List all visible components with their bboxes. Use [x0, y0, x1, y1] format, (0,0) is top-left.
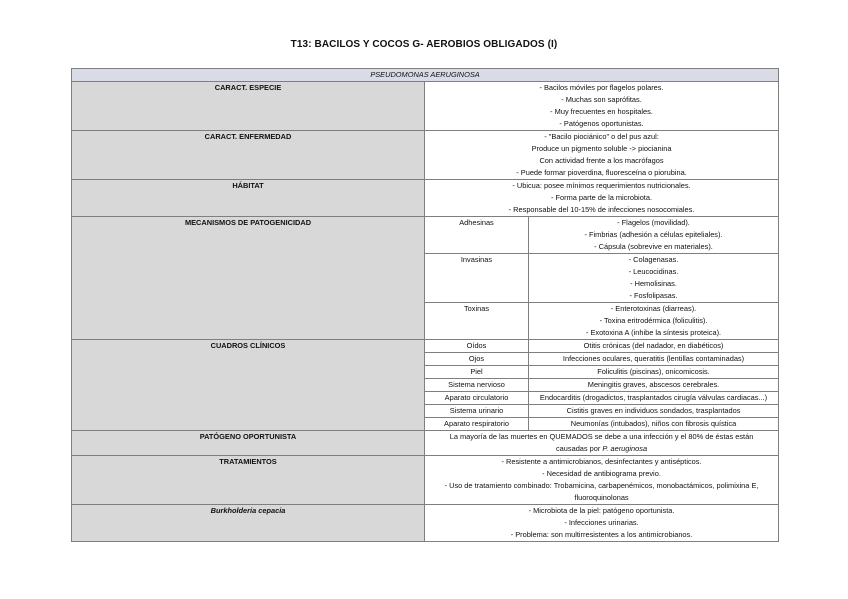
clinical-organ: Aparato circulatorio: [425, 392, 529, 405]
list-item: - "Bacilo piociánico" o del pus azul:: [544, 132, 659, 141]
row-enfermedad: [72, 131, 779, 180]
content-adhesinas: [529, 217, 779, 254]
clinical-description: Otitis crónicas (del nadador, en diabéticos): [529, 340, 779, 353]
label-especie: CARACT. ESPECIE: [72, 82, 425, 131]
list-item: - Infecciones urinarias.: [564, 518, 639, 527]
sublabel-adhesinas: Adhesinas: [425, 217, 529, 254]
document-title: T13: BACILOS Y COCOS G- AEROBIOS OBLIGADOS (I): [290, 39, 558, 50]
clinical-description: Meningitis graves, abscesos cerebrales.: [529, 379, 779, 392]
label-habitat: HÁBITAT: [72, 180, 425, 217]
sublabel-invasinas: Invasinas: [425, 254, 529, 303]
clinical-description: Cistitis graves en individuos sondados, trasplantados: [529, 405, 779, 418]
list-item: - Colagenasas.: [628, 255, 679, 264]
content-especie: [425, 82, 779, 131]
list-item: - Enterotoxinas (diarreas).: [610, 304, 697, 313]
label-tratamientos: TRATAMIENTOS: [72, 456, 425, 505]
content-burkholderia: [425, 505, 779, 542]
row-oportunista: [72, 431, 779, 456]
species-name: P. aeruginosa: [602, 444, 648, 453]
clinical-description: Neumonías (intubados), niños con fibrosis quística: [529, 418, 779, 431]
list-item: - Necesidad de antibiograma previo.: [542, 469, 661, 478]
list-item: - Uso de tratamiento combinado: Trobamicina, carbapenémicos, monobactámicos, polimixina E, fluoroquinolonas: [444, 481, 759, 502]
list-item: - Flagelos (movilidad).: [617, 218, 690, 227]
list-item: - Cápsula (sobrevive en materiales).: [594, 242, 713, 251]
table-header-row: [72, 69, 779, 82]
list-item: - Muy frecuentes en hospitales.: [550, 107, 653, 116]
clinical-organ: Aparato respiratorio: [425, 418, 529, 431]
list-item: - Ubicua: posee mínimos requerimientos nutricionales.: [512, 181, 691, 190]
clinical-organ: Ojos: [425, 353, 529, 366]
list-item: - Toxina eritrodérmica (foliculitis).: [599, 316, 708, 325]
list-item: Con actividad frente a los macrófagos: [539, 156, 664, 165]
table-header: PSEUDOMONAS AERUGINOSA: [72, 69, 779, 82]
oportunista-text: La mayoría de las muertes en QUEMADOS se debe a una infección y el 80% de éstas están causadas por: [449, 432, 754, 453]
content-habitat: [425, 180, 779, 217]
label-enfermedad: CARACT. ENFERMEDAD: [72, 131, 425, 180]
row-burkholderia: [72, 505, 779, 542]
sublabel-toxinas: Toxinas: [425, 303, 529, 340]
content-toxinas: [529, 303, 779, 340]
list-item: - Forma parte de la microbiota.: [550, 193, 653, 202]
clinical-description: Foliculitis (piscinas), onicomicosis.: [529, 366, 779, 379]
content-oportunista: [425, 431, 779, 456]
content-tratamientos: [425, 456, 779, 505]
list-item: - Fimbrias (adhesión a células epiteliales).: [584, 230, 723, 239]
label-burkholderia: Burkholderia cepacia: [72, 505, 425, 542]
clinical-description: Endocarditis (drogadictos, trasplantados cirugía válvulas cardiacas...): [529, 392, 779, 405]
clinical-organ: Oídos: [425, 340, 529, 353]
summary-table: [71, 68, 779, 542]
label-mecanismos: MECANISMOS DE PATOGENICIDAD: [72, 217, 425, 340]
clinical-organ: Sistema nervioso: [425, 379, 529, 392]
list-item: - Exotoxina A (inhibe la síntesis proteica).: [585, 328, 722, 337]
list-item: - Microbiota de la piel: patógeno oportunista.: [528, 506, 675, 515]
list-item: Produce un pigmento soluble -> piocianina: [531, 144, 672, 153]
list-item: - Hemolisinas.: [630, 279, 677, 288]
clinical-organ: Sistema urinario: [425, 405, 529, 418]
list-item: - Resistente a antimicrobianos, desinfectantes y antisépticos.: [501, 457, 702, 466]
label-cuadros: CUADROS CLÍNICOS: [72, 340, 425, 431]
row-tratamientos: [72, 456, 779, 505]
label-oportunista: PATÓGENO OPORTUNISTA: [72, 431, 425, 456]
row-especie: [72, 82, 779, 131]
list-item: - Puede formar pioverdina, fluoresceína o piorubina.: [516, 168, 687, 177]
list-item: - Responsable del 10-15% de infecciones nosocomiales.: [508, 205, 695, 214]
list-item: - Bacilos móviles por flagelos polares.: [539, 83, 664, 92]
list-item: - Leucocidinas.: [628, 267, 679, 276]
list-item: - Muchas son saprófitas.: [561, 95, 642, 104]
content-invasinas: [529, 254, 779, 303]
clinical-organ: Piel: [425, 366, 529, 379]
list-item: - Fosfolipasas.: [629, 291, 678, 300]
clinical-description: Infecciones oculares, queratitis (lentillas contaminadas): [529, 353, 779, 366]
row-adhesinas: [72, 217, 779, 254]
row-habitat: [72, 180, 779, 217]
list-item: - Problema: son multirresistentes a los antimicrobianos.: [510, 530, 693, 539]
list-item: - Patógenos oportunistas.: [559, 119, 644, 128]
row-oidos: [72, 340, 779, 353]
content-enfermedad: [425, 131, 779, 180]
